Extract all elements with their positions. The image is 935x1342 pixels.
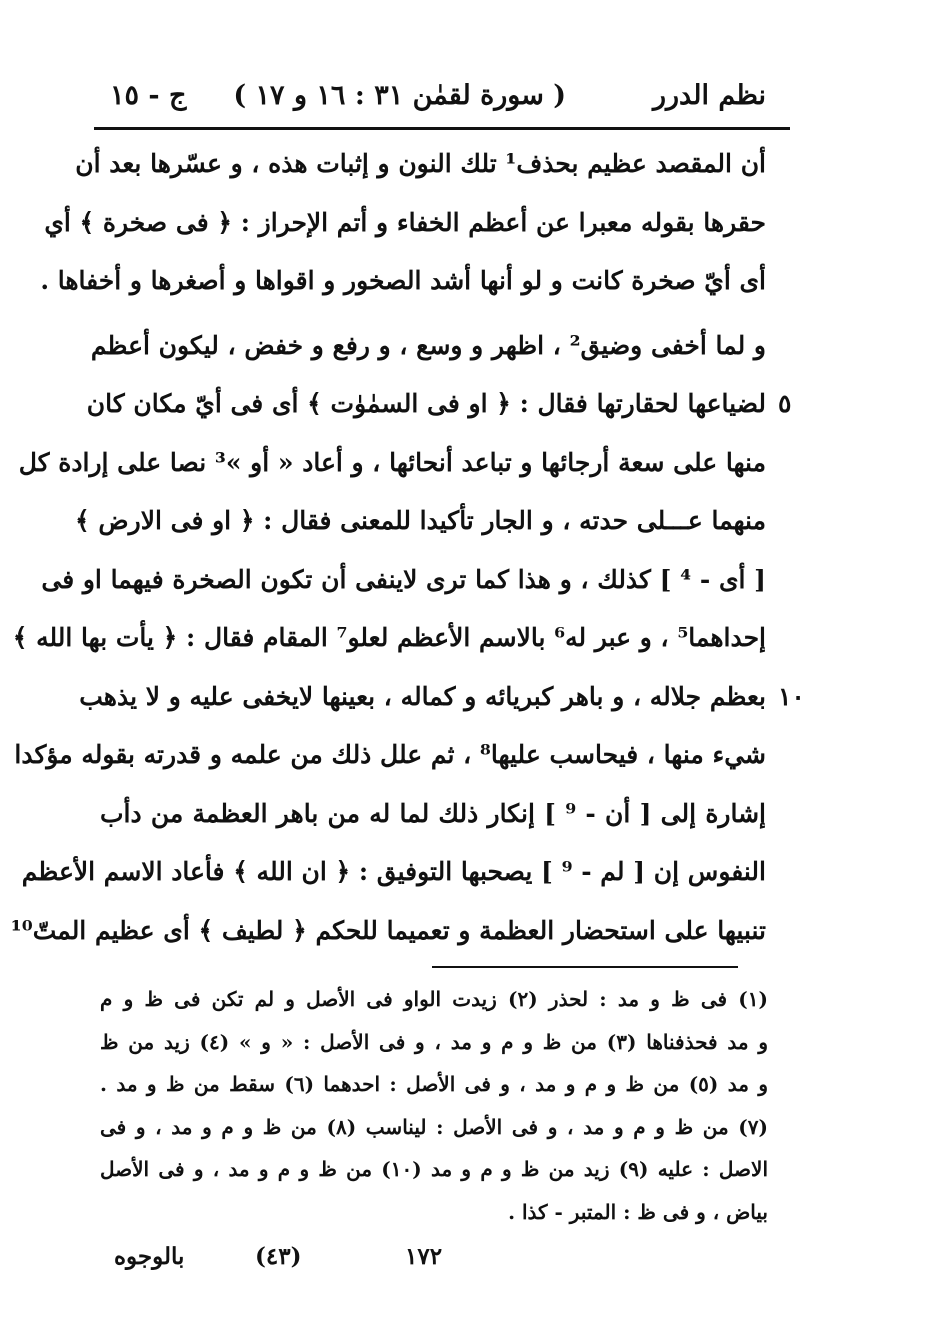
footnotes: [100, 978, 768, 1233]
page-footer: [100, 1243, 768, 1283]
footnote-line: و مد فحذفناها (٣) من ظ و م و مد ، و فى الأصل : « و » (٤) زيد من ظ: [100, 1029, 768, 1054]
text-line: إحداهما⁵ ، و عبر له⁶ بالاسم الأعظم لعلو⁷ المقام فقال : ﴿ يأت بها الله ﴾: [12, 623, 766, 652]
page-number: ١٧٢: [405, 1243, 443, 1270]
line-number: ٥: [778, 389, 792, 418]
text-line: ٥ لضياعها لحقارتها فقال : ﴿ او فى السمٰوٰت ﴾ أى فى أيّ مكان كان: [100, 375, 766, 434]
signature-mark: (٤٣): [255, 1243, 302, 1270]
text-line: منها على سعة أرجائها و تباعد أنحائها ، و أعاد « أو »³ نصا على إرادة كل: [18, 447, 766, 477]
footnote-line: و مد (٥) من ظ و م و مد ، و فى الأصل : احدهما (٦) سقط من ظ و مد .: [100, 1072, 769, 1096]
text-line: أن المقصد عظيم بحذف¹ تلك النون و إثبات هذه ، و عسّرها بعد أن: [75, 149, 766, 178]
line-number: ١٠: [778, 681, 805, 711]
text-line: أى أيّ صخرة كانت و لو أنها أشد الصخور و اقواها و أصغرها و أخفاها .: [40, 266, 766, 295]
text-line: تنبيها على استحضار العظمة و تعميما للحكم ﴿ لطيف ﴾ أى عظيم المتّ¹⁰: [10, 915, 766, 945]
text-line: حقرها بقوله معبرا عن أعظم الخفاء و أتم الإحراز : ﴿ فى صخرة ﴾ أي: [44, 207, 766, 237]
footnote-line: بياض ، و فى ظ : المتبر - كذا .: [508, 1199, 768, 1224]
footnote-line: الاصل : عليه (٩) زيد من ظ و م و مد (١٠) من ظ و م و مد ، و فى الأصل: [100, 1157, 769, 1181]
book-title: نظم الدرر: [652, 80, 766, 111]
volume-number: ج - ١٥: [110, 80, 187, 111]
text-line: و لما أخفى وضيق² ، اظهر و وسع ، و رفع و خفض ، ليكون أعظم: [90, 330, 766, 360]
text-line: [ أى - ⁴ ] كذلك ، و هذا كما ترى لاينفى أن تكون الصخرة فيهما او فى: [41, 564, 766, 594]
footnote-line: (١) فى ظ و مد : لحذر (٢) زيدت الواو فى الأصل و لم تكن فى ظ و م: [100, 987, 768, 1011]
text-line: النفوس إن [ لم - ⁹ ] يصحبها التوفيق : ﴿ ان الله ﴾ فأعاد الاسم الأعظم: [21, 857, 766, 886]
footnote-rule: [432, 966, 738, 968]
footnote-line: (٧) من ظ و م و مد ، و فى الأصل : ليناسب (٨) من ظ و م و مد ، و فى: [100, 1114, 768, 1139]
text-line: ١٠ بعظم جلاله ، و باهر كبريائه و كماله ، بعينها لايخفى عليه و لا يذهب: [100, 668, 766, 727]
text-line: إشارة إلى [ أن - ⁹ ] إنكار ذلك لما له من باهر العظمة من دأب: [100, 798, 766, 828]
header-rule: [94, 127, 790, 130]
text-line: منهما عـــلى حدته ، و الجار تأكيدا للمعنى فقال : ﴿ او فى الارض ﴾: [75, 506, 766, 535]
text-line: شيء منها ، فيحاسب عليها⁸ ، ثم علل ذلك من علمه و قدرته بقوله مؤكدا: [14, 740, 766, 769]
page-header: [100, 72, 766, 124]
main-text: [10, 135, 805, 960]
surah-reference: ( سورة لقمٰن ٣١ : ١٦ و ١٧ ): [233, 80, 566, 111]
catchword: بالوجوه: [114, 1243, 185, 1270]
